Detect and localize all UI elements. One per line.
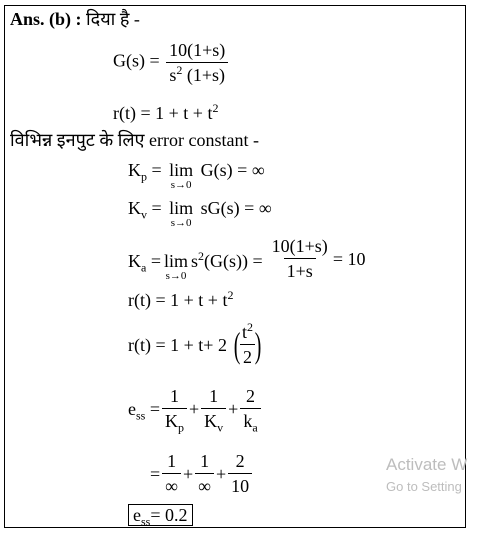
ka-limit: lim s→0 [163,251,188,282]
ess-formula: $e_{ss}$ = $\frac{1}{K_p}$ + $\frac{1}{K_v}$ + $\frac{2}{k_a}$ [128,386,263,431]
input-signal-3: r(t) = 1 + t+ 2 ( $\frac{t^2}{2}$ ) [128,320,262,367]
kp-limit: lim s→0 [169,160,194,191]
intro-hindi: विभिन्न इनपुट के लिए [10,130,145,150]
answer-header [10,9,140,29]
error-constant-intro [10,130,259,150]
input-signal-1: $r(t) = 1 + t + t^2$ [113,101,219,123]
activate-watermark: Activate W [386,455,468,474]
t-squared-over-two: $\frac{t^2}{2}$ [241,320,253,367]
intro-english: error constant - [149,130,259,150]
input-signal-2: $r(t) = 1 + t + t^2$ [128,288,234,310]
transfer-function [113,40,230,85]
given-text: दिया है - [86,9,140,29]
ka-equation: $K_a$ = lim s→0 $s^2(G(s))$ = $\frac{10(1+s)}{1+s}$ = 10 [128,236,366,282]
ess-term-ka: $\frac{2}{k_a}$ [240,386,260,431]
g-denominator: $s^2$ (1+s) [166,62,228,85]
g-numerator: 10(1+s) [169,40,226,60]
settings-watermark: Go to Setting [386,479,462,494]
kp-equation: $K_p$ = lim s→0 G(s) = ∞ [128,160,265,191]
final-answer [128,505,193,529]
ess-term-kv: $\frac{1}{K_v}$ [201,386,226,431]
g-fraction [166,40,228,85]
answer-label: Ans. (b) : [10,9,82,29]
ka-fraction: $\frac{10(1+s)}{1+s}$ [271,236,328,281]
ess-term-kp: $\frac{1}{K_p}$ [162,386,187,431]
kv-limit: lim s→0 [169,198,194,229]
ess-substituted: = $\frac{1}{\infty}$ + $\frac{1}{\infty}$ + $\frac{2}{10}$ [150,451,254,496]
g-lhs: G(s) = [113,50,160,71]
final-answer-box: $e_{ss}= 0.2$ [128,504,193,526]
kv-equation: $K_v$ = lim s→0 sG(s) = ∞ [128,198,272,229]
